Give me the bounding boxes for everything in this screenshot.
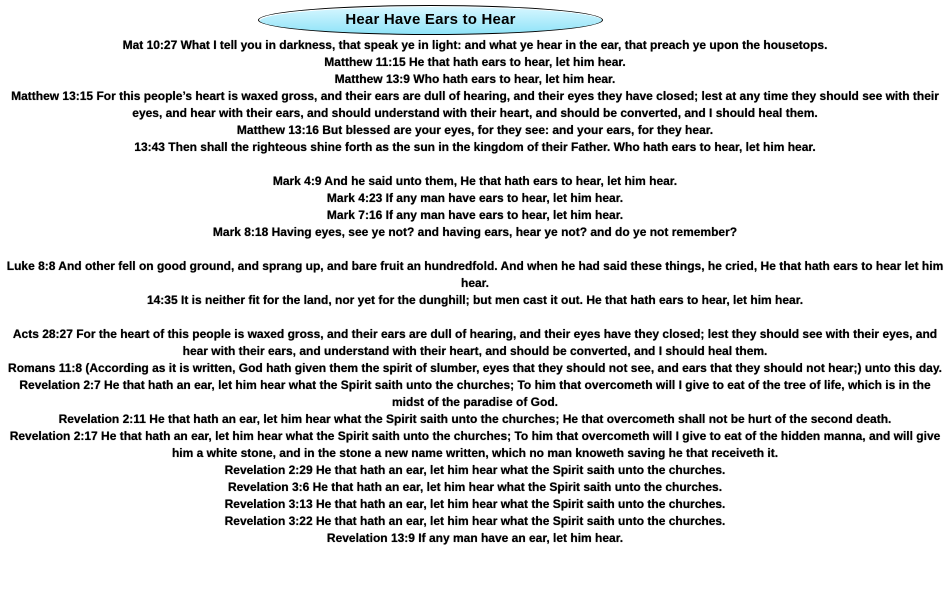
- verse-content: [4, 37, 946, 547]
- verse-mark-8-18: Mark 8:18 Having eyes, see ye not? and having ears, hear ye not? and do ye not remember?: [212, 225, 738, 239]
- verse-revelation-2-7: Revelation 2:7 He that hath an ear, let him hear what the Spirit saith unto the churches; To him that overcometh will I give to eat of the tree of life, which is in the midst of the paradise of God.: [19, 378, 931, 409]
- verse-revelation-3-6: Revelation 3:6 He that hath an ear, let him hear what the Spirit saith unto the churches.: [227, 480, 723, 494]
- verse-matthew-13-43: 13:43 Then shall the righteous shine forth as the sun in the kingdom of their Father. Who hath ears to hear, let him hear.: [134, 140, 816, 154]
- verse-mark-7-16: Mark 7:16 If any man have ears to hear, let him hear.: [326, 208, 624, 222]
- page-title: Hear Have Ears to Hear: [345, 11, 516, 28]
- verse-mark-4-23: Mark 4:23 If any man have ears to hear, let him hear.: [326, 191, 624, 205]
- section-gap: [4, 156, 946, 173]
- section-gap: [4, 241, 946, 258]
- verse-luke-14-35: 14:35 It is neither fit for the land, nor yet for the dunghill; but men cast it out. He that hath ears to hear, let him hear.: [146, 293, 804, 307]
- verse-acts-28-27: Acts 28:27 For the heart of this people is waxed gross, and their ears are dull of hearing, and their eyes have they closed; lest they should see with their eyes, and hear with their ears, and understand with their heart, and should be converted, and I should heal them.: [12, 327, 938, 358]
- verse-mark-4-9: Mark 4:9 And he said unto them, He that hath ears to hear, let him hear.: [272, 174, 678, 188]
- verse-mat-10-27: Mat 10:27 What I tell you in darkness, that speak ye in light: and what ye hear in the ear, that preach ye upon the housetops.: [122, 38, 828, 52]
- verse-revelation-3-13: Revelation 3:13 He that hath an ear, let him hear what the Spirit saith unto the churches.: [224, 497, 726, 511]
- verse-revelation-3-22: Revelation 3:22 He that hath an ear, let him hear what the Spirit saith unto the churches.: [224, 514, 726, 528]
- verse-matthew-13-15: Matthew 13:15 For this people’s heart is waxed gross, and their ears are dull of hearing, and their eyes they have closed; lest at any time they should see with their eyes, and hear with their ears, and should understand with their heart, and should be converted, and I should heal them.: [11, 89, 939, 120]
- verse-luke-8-8: Luke 8:8 And other fell on good ground, and sprang up, and bare fruit an hundredfold. And when he had said these things, he cried, He that hath ears to hear let him hear.: [6, 259, 944, 290]
- verse-romans-11-8: Romans 11:8 (According as it is written, God hath given them the spirit of slumber, eyes that they should not see, and ears that they should not hear;) unto this day.: [8, 361, 942, 375]
- verse-revelation-2-11: Revelation 2:11 He that hath an ear, let him hear what the Spirit saith unto the churches; He that overcometh shall not be hurt of the second death.: [58, 412, 892, 426]
- verse-matthew-13-9: Matthew 13:9 Who hath ears to hear, let him hear.: [334, 72, 616, 86]
- title-banner: [258, 5, 603, 35]
- verse-revelation-2-29: Revelation 2:29 He that hath an ear, let him hear what the Spirit saith unto the churches.: [224, 463, 726, 477]
- verse-matthew-11-15: Matthew 11:15 He that hath ears to hear, let him hear.: [324, 55, 626, 69]
- verse-revelation-2-17: Revelation 2:17 He that hath an ear, let him hear what the Spirit saith unto the churches; To him that overcometh will I give to eat of the hidden manna, and will give him a white stone, and in the stone a new name written, which no man knoweth saving he that receiveth it.: [9, 429, 941, 460]
- section-gap: [4, 309, 946, 326]
- verse-revelation-13-9: Revelation 13:9 If any man have an ear, let him hear.: [326, 531, 624, 545]
- verse-matthew-13-16: Matthew 13:16 But blessed are your eyes, for they see: and your ears, for they hear.: [236, 123, 714, 137]
